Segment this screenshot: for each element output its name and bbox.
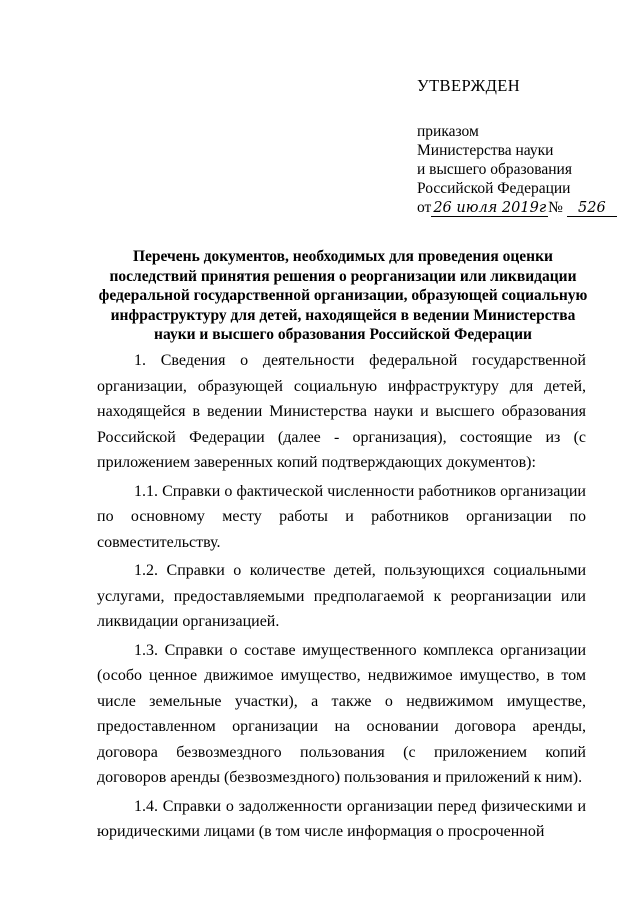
approval-line: и высшего образования — [417, 161, 572, 178]
approval-title: УТВЕРЖДЕН — [417, 76, 521, 95]
handwritten-order-number: 526 — [567, 200, 617, 217]
document-body — [97, 348, 586, 848]
paragraph-1: 1. Сведения о деятельности федеральной государственной организации, образующей социальную инфраструктуру для детей, находящейся в ведении Министерства науки и высшего образования Российской Федерации (далее - организация), состоящие из (с приложением заверенных копий подтверждающих документов): — [97, 352, 586, 471]
order-reference — [417, 198, 617, 217]
order-prefix: от — [417, 199, 432, 216]
order-number-label: № — [548, 199, 563, 216]
handwritten-order-date: 26 июля 2019г — [433, 200, 547, 216]
approval-line: Министерства науки — [417, 142, 554, 159]
approval-line: приказом — [417, 123, 479, 140]
approval-stamp — [417, 76, 617, 217]
paragraph-1-1: 1.1. Справки о фактической численности работников организации по основному месту работы и работников организации по совместительству. — [97, 482, 586, 551]
document-title: Перечень документов, необходимых для проведения оценки последствий принятия решения о реорганизации или ликвидации федеральной государственной организации, образующей социальную инфраструктуру для детей, находящейся в ведении Министерства науки и высшего образования Российской Федерации — [98, 248, 588, 344]
paragraph-1-4: 1.4. Справки о задолженности организации перед физическими и юридическими лицами (в том числе информация о просроченной — [97, 797, 586, 840]
paragraph-1-2: 1.2. Справки о количестве детей, пользующихся социальными услугами, предоставляемыми предполагаемой к реорганизации или ликвидации организацией. — [97, 562, 586, 630]
paragraph-1-3: 1.3. Справки о составе имущественного комплекса организации (особо ценное движимое имущество, недвижимое имущество, в том числе земельные участки), а также о недвижимом имуществе, предоставленном организации на основании договора аренды, договора безвозмездного пользования (с приложением копий договоров аренды (безвозмездного) пользования и приложений к ним). — [97, 641, 586, 786]
approval-line: Российской Федерации — [417, 180, 571, 197]
